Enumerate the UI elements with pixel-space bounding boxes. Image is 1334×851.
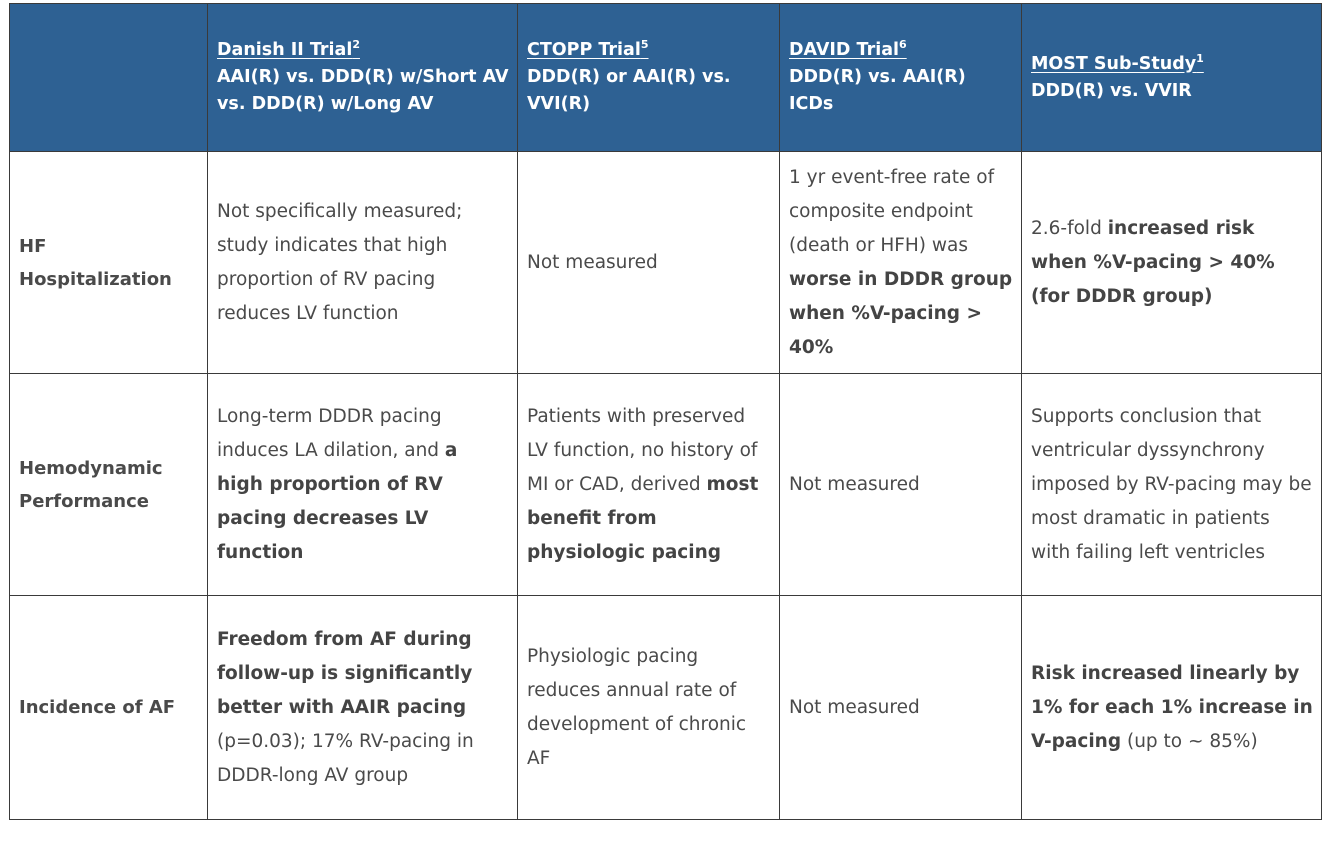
trial-name-link[interactable]: [1031, 51, 1313, 78]
table-row-hf-hospitalization: [10, 152, 1322, 374]
text-segment: 1 yr event-free rate of composite endpoint (death or HFH) was: [789, 166, 1000, 256]
header-danish-ii: [208, 4, 518, 152]
text-segment: 2.6-fold: [1031, 217, 1108, 239]
text-segment: Not measured: [789, 696, 920, 718]
table-cell: [1022, 152, 1322, 374]
table-cell: [208, 152, 518, 374]
pacing-trials-table: [9, 3, 1322, 820]
text-segment: Not measured: [527, 251, 658, 273]
reference-superscript: 5: [640, 38, 649, 51]
table-cell: [518, 374, 780, 596]
bold-text-segment: increased risk when %V-pacing > 40% (for DDDR group): [1031, 217, 1282, 307]
trial-name-link[interactable]: [527, 37, 771, 64]
text-segment: Supports conclusion that ventricular dyssynchrony imposed by RV-pacing may be most dramatic in patients with failing left ventricles: [1031, 405, 1318, 563]
text-segment: Not measured: [789, 473, 920, 495]
trial-comparison: DDD(R) vs. AAI(R) ICDs: [789, 67, 966, 114]
header-ctopp: [518, 4, 780, 152]
bold-text-segment: worse in DDDR group when %V-pacing > 40%: [789, 268, 1019, 358]
trial-name-link[interactable]: [789, 37, 1013, 64]
table-cell: [780, 152, 1022, 374]
table-cell: [518, 596, 780, 820]
table-cell: [780, 596, 1022, 820]
text-segment: Long-term DDDR pacing induces LA dilation, and: [217, 405, 448, 461]
trial-name: Danish II Trial: [217, 40, 353, 60]
reference-superscript: 6: [899, 38, 907, 51]
bold-text-segment: Freedom from AF during follow-up is significantly better with AAIR pacing: [217, 628, 479, 718]
table-row-incidence-of-af: [10, 596, 1322, 820]
reference-superscript: 1: [1196, 51, 1204, 65]
trial-name: MOST Sub-Study: [1031, 53, 1197, 74]
header-row: [10, 4, 1322, 152]
table-cell: [1022, 374, 1322, 596]
row-label: Incidence of AF: [10, 596, 208, 820]
table-cell: [780, 374, 1022, 596]
reference-superscript: 2: [352, 38, 360, 51]
text-segment: (up to ~ 85%): [1121, 730, 1258, 752]
row-label: Hemodynamic Performance: [10, 374, 208, 596]
row-label: HF Hospitalization: [10, 152, 208, 374]
text-segment: Not specifically measured; study indicates that high proportion of RV pacing reduces LV function: [217, 200, 469, 324]
trial-name-link[interactable]: [217, 37, 509, 64]
text-segment: Patients with preserved LV function, no history of MI or CAD, derived: [527, 405, 764, 495]
trial-name: CTOPP Trial: [527, 40, 641, 60]
trial-comparison: AAI(R) vs. DDD(R) w/Short AV vs. DDD(R) w/Long AV: [217, 67, 509, 114]
header-most-sub-study: [1022, 4, 1322, 152]
trial-name: DAVID Trial: [789, 40, 900, 60]
text-segment: (p=0.03); 17% RV-pacing in DDDR-long AV group: [217, 696, 480, 786]
table-cell: [208, 596, 518, 820]
table-cell: [208, 374, 518, 596]
bold-text-segment: Risk increased linearly by 1% for each 1% increase in V-pacing: [1031, 662, 1320, 752]
header-david: [780, 4, 1022, 152]
bold-text-segment: a high proportion of RV pacing decreases LV function: [217, 439, 464, 563]
table-row-hemodynamic-performance: [10, 374, 1322, 596]
trial-comparison: DDD(R) vs. VVIR: [1031, 80, 1192, 101]
table-cell: [1022, 596, 1322, 820]
header-corner-cell: [10, 4, 208, 152]
table-cell: [518, 152, 780, 374]
bold-text-segment: most benefit from physiologic pacing: [527, 473, 765, 563]
text-segment: Physiologic pacing reduces annual rate of development of chronic AF: [527, 645, 752, 769]
trial-comparison: DDD(R) or AAI(R) vs. VVI(R): [527, 67, 731, 114]
